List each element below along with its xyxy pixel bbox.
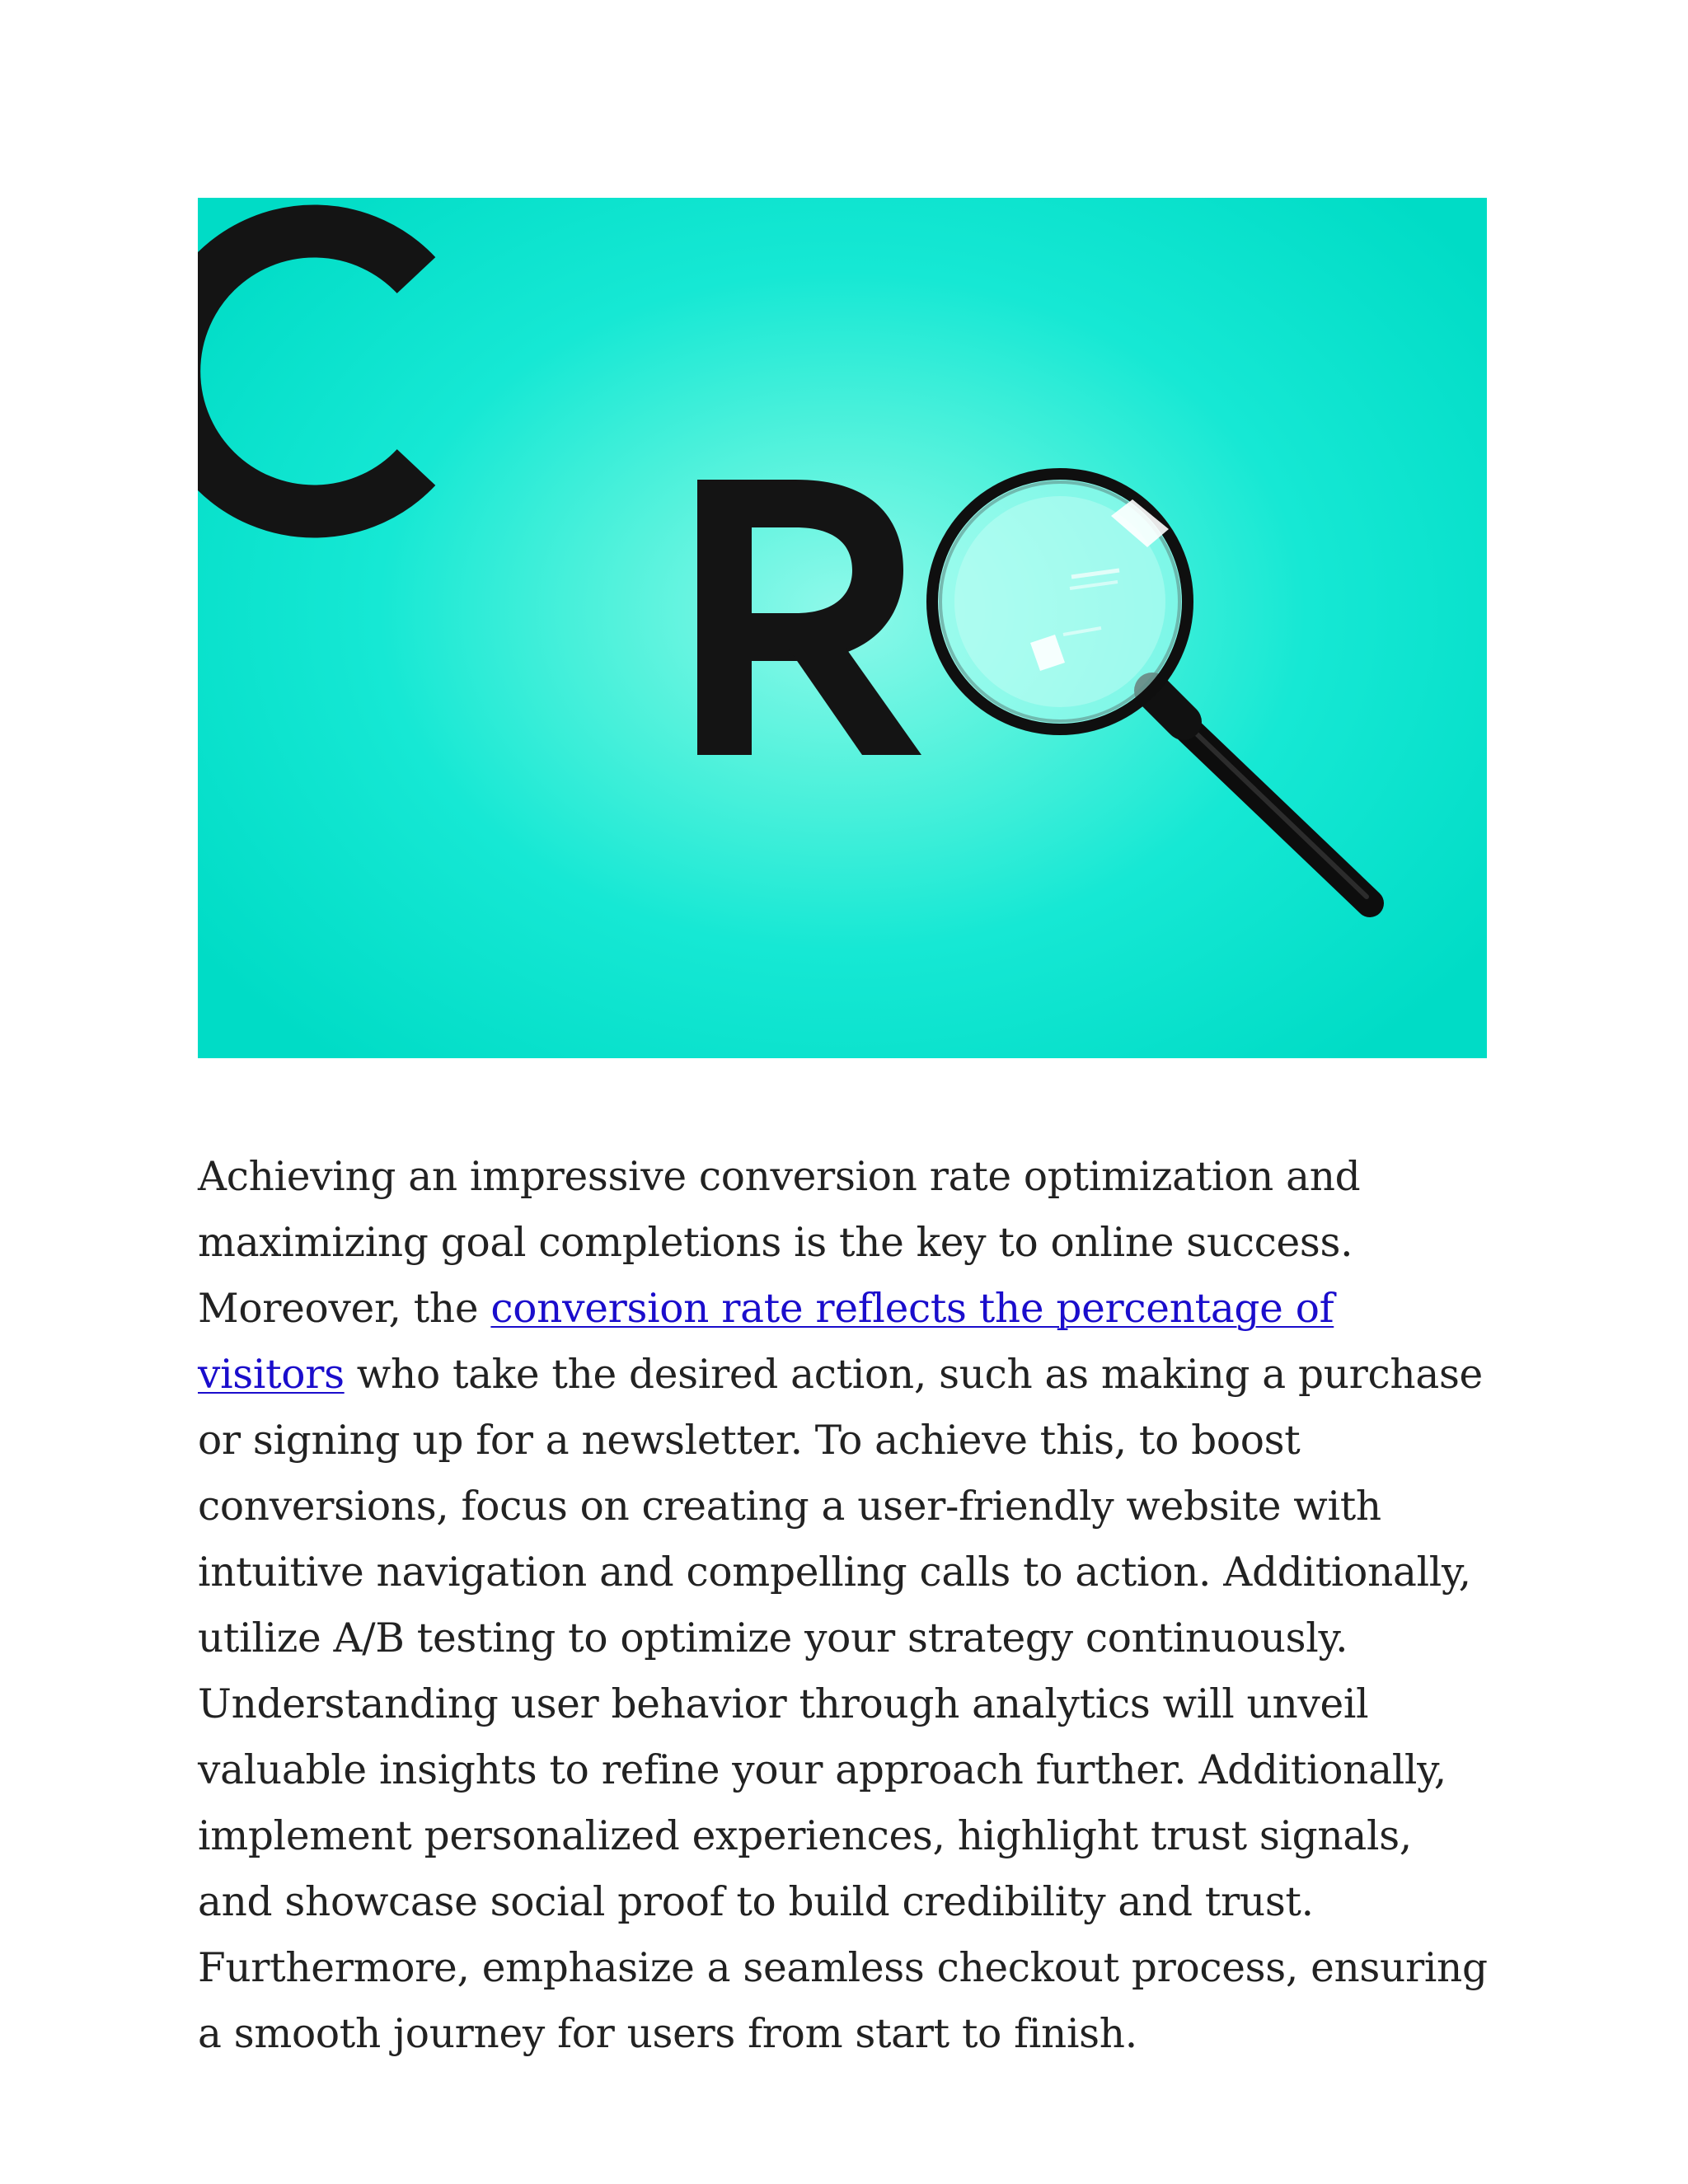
hero-image: [198, 198, 1487, 1058]
article-paragraph: [198, 1144, 1492, 2067]
magnifying-glass-icon: [932, 474, 1370, 903]
article-body: [198, 1144, 1492, 2067]
letter-c-shape: [198, 232, 416, 512]
letter-r-shape: [697, 480, 921, 755]
cro-illustration: [198, 198, 1487, 1058]
paragraph-text-end: who take the desired action, such as making a purchase or signing up for a newsletter. To achieve this, to boost conversions, focus on creating a user-friendly website with intuitive navigation and compelling calls to action. Additionally, utilize A/B testing to optimize your strategy continuously. Understanding user behavior through analytics will unveil valuable insights to refine your approach further. Additionally, implement personalized experiences, highlight trust signals, and showcase social proof to build credibility and trust. Furthermore, emphasize a seamless checkout process, ensuring a smooth journey for users from start to finish.: [198, 1352, 1488, 2057]
paragraph-text-start: Achieving an impressive conversion rate optimization and maximizing goal completions is the key to online success. Moreover, the: [198, 1154, 1361, 1332]
conversion-rate-link[interactable]: conversion rate reflects the percentage of visitors: [198, 1286, 1334, 1398]
